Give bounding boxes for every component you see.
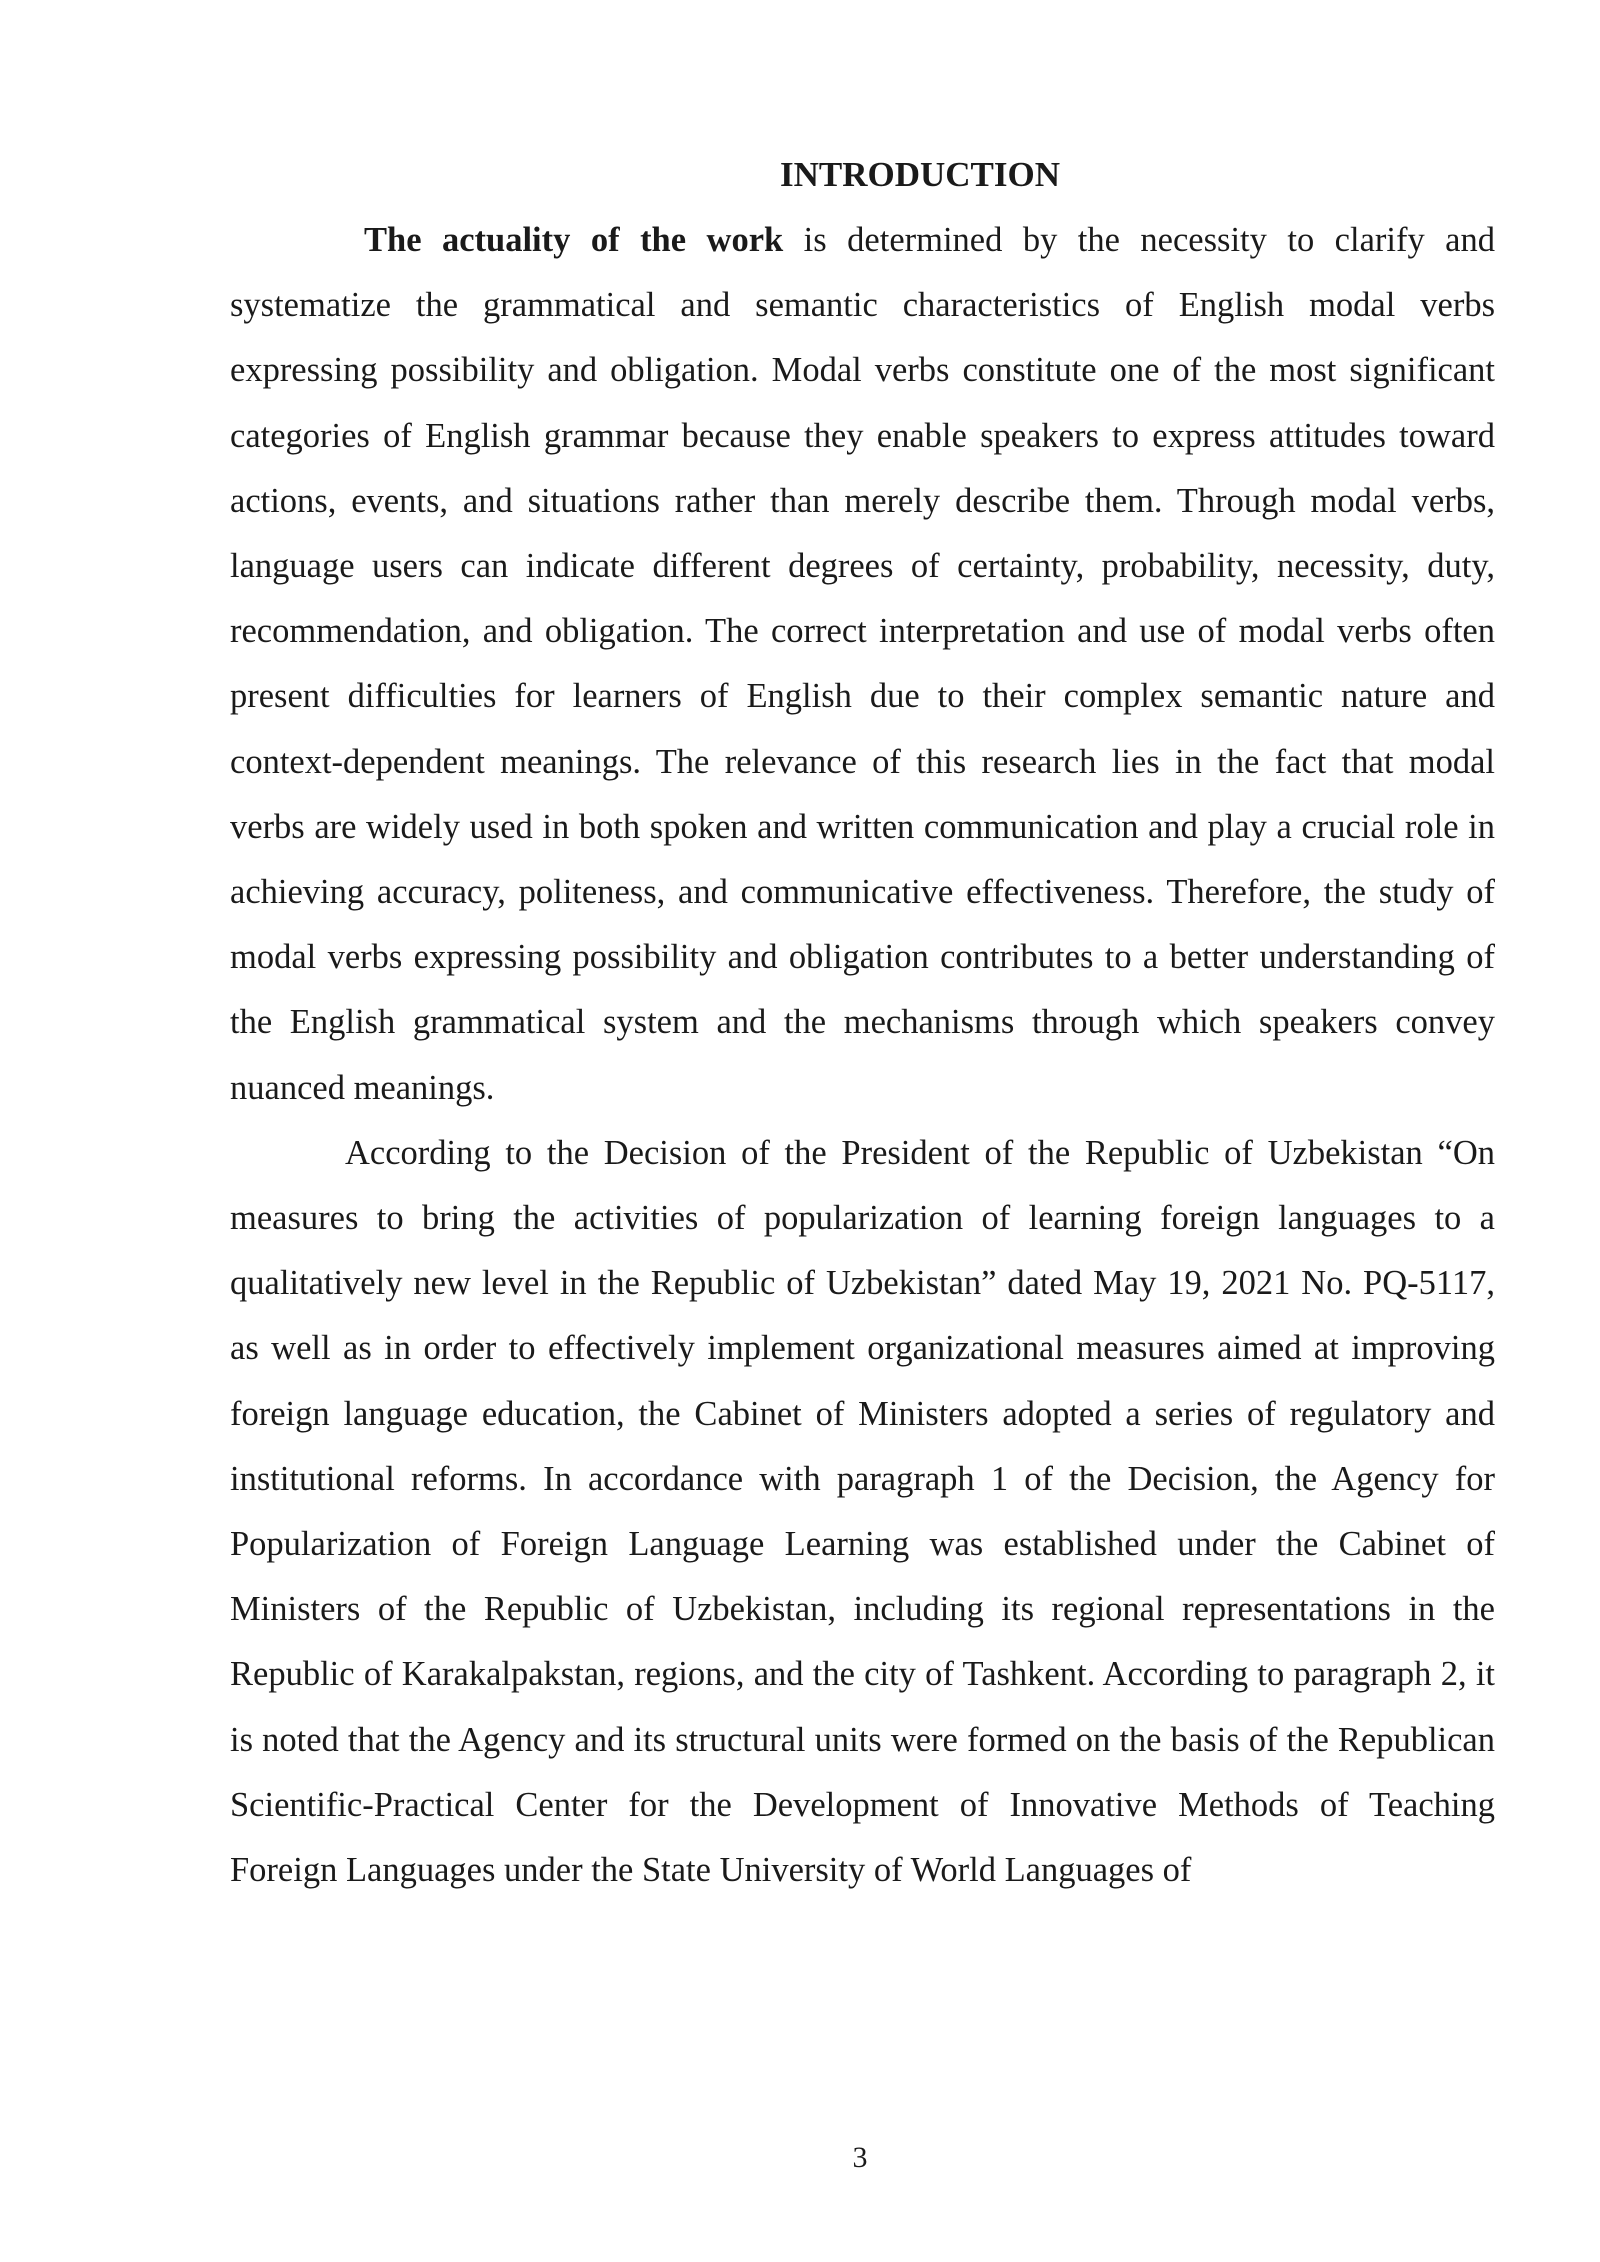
paragraph-text: According to the Decision of the President of the Republic of Uzbekistan “On measures to bring the activities of popularization of learning foreign languages to a qualitatively new level in the Republic of Uzbekistan” dated May 19, 2021 No. PQ-5117, as well as in order to effectively implement organizational measures aimed at improving foreign language education, the Cabinet of Ministers adopted a series of regulatory and institutional reforms. In accordance with paragraph 1 of the Decision, the Agency for Popularization of Foreign Language Learning was established under the Cabinet of Ministers of the Republic of Uzbekistan, including its regional representations in the Republic of Karakalpakstan, regions, and the city of Tashkent. According to paragraph 2, it is noted that the Agency and its structural units were formed on the basis of the Republican Scientific-Practical Center for the Development of Innovative Methods of Teaching Foreign Languages under the State University of World Languages of [230, 1133, 1495, 1890]
body-text [230, 208, 1495, 1903]
paragraph-actuality [230, 208, 1495, 1121]
page-number: 3 [852, 2141, 868, 2174]
paragraph-decision [230, 1121, 1495, 1903]
paragraph-lead-bold: The actuality of the work [364, 221, 784, 259]
section-heading: INTRODUCTION [779, 155, 1061, 194]
paragraph-text: is determined by the necessity to clarify and systematize the grammatical and semantic characteristics of English modal verbs expressing possibility and obligation. Modal verbs constitute one of the most significant categories of English grammar because they enable speakers to express attitudes toward actions, events, and situations rather than merely describe them. Through modal verbs, language users can indicate different degrees of certainty, probability, necessity, duty, recommendation, and obligation. The correct interpretation and use of modal verbs often present difficulties for learners of English due to their complex semantic nature and context-dependent meanings. The relevance of this research lies in the fact that modal verbs are widely used in both spoken and written communication and play a crucial role in achieving accuracy, politeness, and communicative effectiveness. Therefore, the study of modal verbs expressing possibility and obligation contributes to a better understanding of the English grammatical system and the mechanisms through which speakers convey nuanced meanings. [230, 221, 1495, 1107]
